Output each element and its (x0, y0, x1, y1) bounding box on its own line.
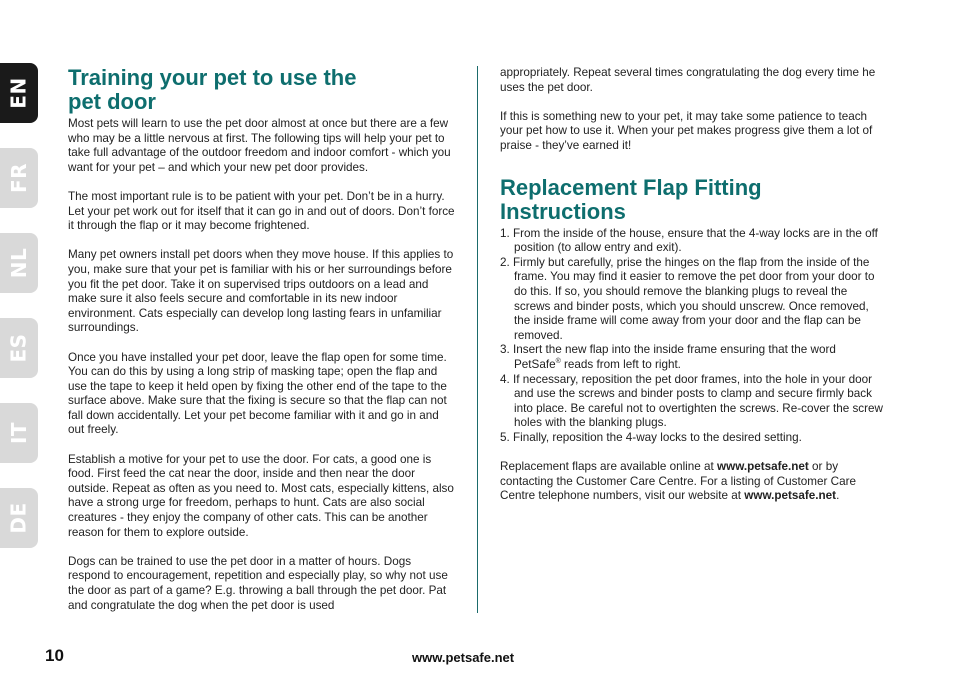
language-tab-label: ES (6, 333, 31, 363)
replacement-heading-line1: Replacement Flap Fitting (500, 174, 762, 200)
language-tab-es[interactable] (0, 318, 38, 378)
training-heading-line1: Training your pet to use the (68, 65, 357, 90)
language-tab-fr[interactable] (0, 148, 38, 208)
training-heading-line2: pet door (68, 89, 156, 114)
training-paragraph: Many pet owners install pet doors when they move house. If this applies to you, make sure that your pet is familiar with his or her surroundings before you fit the pet door. Take it on supervised trips outdoors on a lead and make sure it also feels secure and comfortable in its new indoor environment. Cats especially can develop long lasting fears in unfamiliar surroundings. (68, 248, 454, 335)
replacement-step: 1. From the inside of the house, ensure that the 4-way locks are in the off position (to allow entry and exit). (500, 226, 878, 255)
training-paragraph-continued: If this is something new to your pet, it may take some patience to teach your pet how to use it. When your pet makes progress give them a lot of praise - they’ve earned it! (500, 109, 873, 152)
replacement-step: 5. Finally, reposition the 4-way locks to the desired setting. (500, 430, 802, 444)
availability-text: Replacement flaps are available online at (500, 460, 718, 474)
language-tab-de[interactable] (0, 488, 38, 548)
language-tab-it[interactable] (0, 403, 38, 463)
availability-text: or by contacting the Customer Care Centre. For a listing of Customer Care Centre telephone numbers, visit our website at (500, 460, 856, 503)
language-tab-nl[interactable] (0, 233, 38, 293)
language-tab-label: FR (7, 162, 31, 194)
availability-text: . (836, 489, 840, 503)
training-paragraph: Most pets will learn to use the pet door almost at once but there are a few who may be a little nervous at first. The following tips will help your pet to take full advantage of the outdoor freedom and indoor comfort - which you want for your pet – and which your new pet door provides. (68, 117, 451, 174)
step-text: 3. Insert the new flap into the inside frame ensuring that the word PetSafe (500, 343, 836, 371)
availability-paragraph (500, 460, 885, 504)
language-tab-en[interactable] (0, 63, 38, 123)
footer-url[interactable]: www.petsafe.net (412, 650, 515, 665)
training-section (68, 66, 456, 613)
replacement-step (500, 343, 885, 372)
language-tab-label: EN (7, 77, 31, 109)
language-tab-label: DE (6, 502, 31, 534)
training-paragraph: The most important rule is to be patient with your pet. Don’t be in a hurry. Let your pet work out for itself that it can go in and out of doors. Don’t force it through the flap or it may become frightened. (68, 189, 455, 233)
language-tab-label: NL (6, 247, 31, 279)
website-link[interactable]: www.petsafe.net (717, 460, 809, 474)
registered-mark: ® (555, 358, 561, 366)
replacement-steps (500, 227, 885, 446)
training-paragraph: Once you have installed your pet door, leave the flap open for some time. You can do this by using a long strip of masking tape; open the flap and use the tape to keep it held open by fixing the other end of the tape to the surface above. Make sure that the fixing is secure so that the flap can not fall down accidentally. Let your pet become familiar with it and go in and out freely. (68, 350, 447, 437)
replacement-heading-line2: Instructions (500, 198, 626, 224)
training-paragraph: Dogs can be trained to use the pet door in a matter of hours. Dogs respond to encouragement, repetition and especially play, so why not use the door as part of a game? E.g. throwing a ball through the pet door. Pat and congratulate the dog when the pet door is used (68, 554, 448, 612)
replacement-step: 4. If necessary, reposition the pet door frames, into the hole in your door and use the screws and binder posts to clamp and secure firmly back into place. Be careful not to overtighten the screws. Re-cover the screw holes with the blanking plugs. (500, 372, 883, 430)
column-divider (477, 66, 478, 613)
website-link[interactable]: www.petsafe.net (744, 489, 837, 503)
replacement-step: 2. Firmly but carefully, prise the hinges on the flap from the inside of the frame. You may find it easier to remove the pet door from your door to do this. If so, you should remove the blanking plugs to reveal the screws and binder posts, which you should unscrew. Once removed, the inside frame will come away from your door and the flap can be removed. (500, 255, 875, 342)
replacement-heading (500, 176, 885, 224)
page-number: 10 (45, 646, 64, 665)
training-paragraph-continued: appropriately. Repeat several times congratulating the dog every time he uses the pet door. (500, 66, 876, 94)
language-tab-label: IT (7, 421, 31, 445)
right-column (500, 66, 885, 504)
training-paragraph: Establish a motive for your pet to use the door. For cats, a good one is food. First feed the cat near the door, inside and then near the door outside. Repeat as often as you need to. Most cats, especially kittens, also have a strong urge for freedom, perhaps to hunt. Cats are also social creatures - they enjoy the company of other cats. This can be another reason for them to explore outside. (68, 452, 454, 539)
training-heading (68, 66, 456, 114)
step-text-tail: reads from left to right. (560, 357, 681, 371)
